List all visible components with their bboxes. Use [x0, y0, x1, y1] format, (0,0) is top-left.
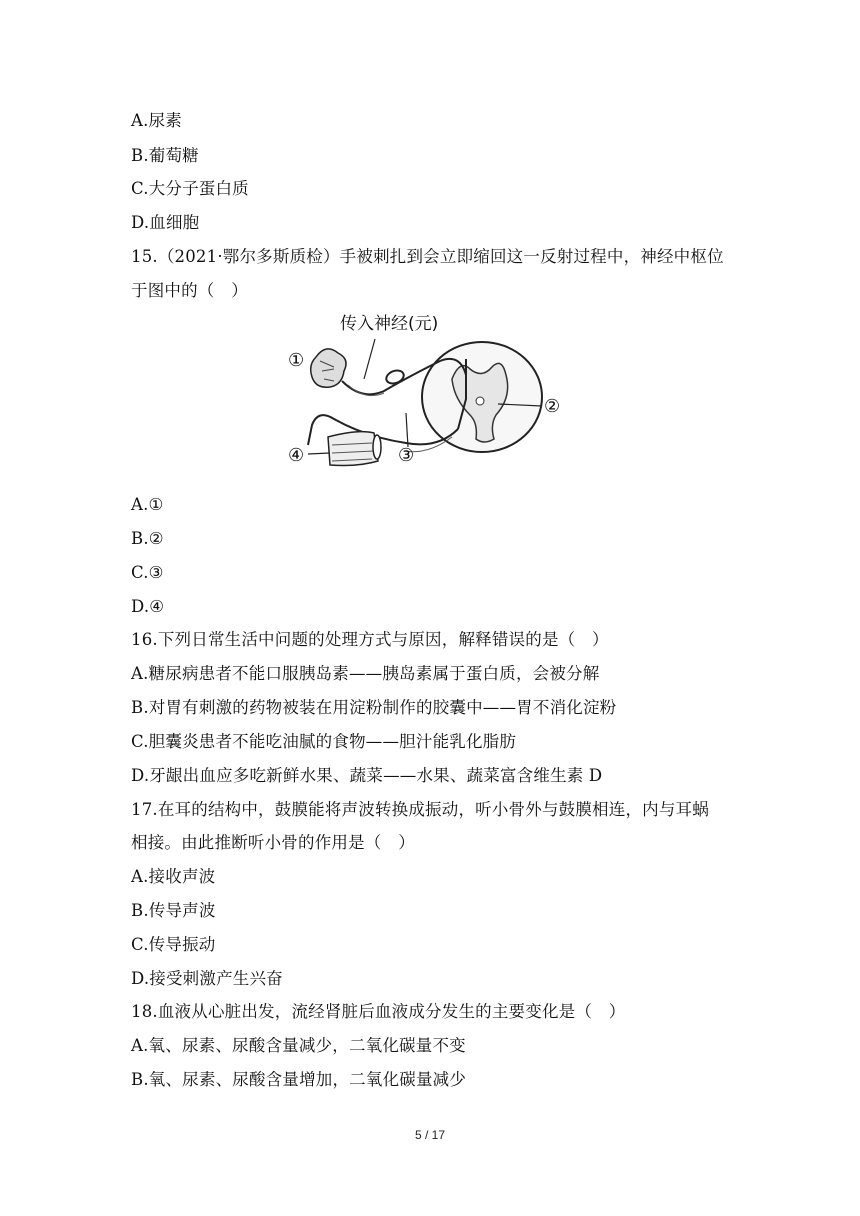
- option-c-protein: C.大分子蛋白质: [131, 179, 249, 198]
- question-17-line-1: 17.在耳的结构中，鼓膜能将声波转换成振动，听小骨外与鼓膜相连，内与耳蜗: [131, 800, 709, 819]
- question-18: 18.血液从心脏出发，流经肾脏后血液成分发生的主要变化是（ ）: [131, 1002, 626, 1021]
- label-3: ③: [398, 445, 415, 466]
- diagram-title: 传入神经(元): [340, 314, 439, 334]
- label-4: ④: [288, 445, 305, 466]
- question-15-line-2: 于图中的（ ）: [131, 281, 248, 300]
- label-2: ②: [544, 396, 561, 417]
- page-number: 5 / 17: [414, 1128, 446, 1142]
- question-17-option-a: A.接收声波: [131, 867, 216, 886]
- option-b-2: B.②: [131, 529, 164, 548]
- question-18-option-a: A.氧、尿素、尿酸含量减少，二氧化碳量不变: [131, 1036, 466, 1055]
- question-16-option-d: D.牙龈出血应多吃新鲜水果、蔬菜——水果、蔬菜富含维生素 D: [131, 766, 603, 785]
- question-17-option-d: D.接受刺激产生兴奋: [131, 969, 283, 988]
- question-17-option-b: B.传导声波: [131, 901, 216, 920]
- receptor-skin: [311, 349, 346, 387]
- question-16-option-a: A.糖尿病患者不能口服胰岛素——胰岛素属于蛋白质，会被分解: [131, 664, 600, 683]
- question-15-line-1: 15.（2021·鄂尔多斯质检）手被刺扎到会立即缩回这一反射过程中，神经中枢位: [131, 247, 724, 266]
- question-16: 16.下列日常生活中问题的处理方式与原因，解释错误的是（ ）: [131, 630, 609, 649]
- option-a-urea: A.尿素: [131, 111, 182, 130]
- reflex-arc-diagram: [280, 309, 580, 483]
- option-d-blood-cells: D.血细胞: [131, 213, 200, 232]
- question-18-option-b: B.氧、尿素、尿酸含量增加，二氧化碳量减少: [131, 1070, 467, 1089]
- option-c-3: C.③: [131, 563, 164, 582]
- option-d-4: D.④: [131, 597, 165, 616]
- question-16-option-b: B.对胃有刺激的药物被装在用淀粉制作的胶囊中——胃不消化淀粉: [131, 698, 617, 717]
- reflex-arc-svg: [280, 309, 580, 483]
- question-16-option-c: C.胆囊炎患者不能吃油腻的食物——胆汁能乳化脂肪: [131, 732, 517, 751]
- option-b-glucose: B.葡萄糖: [131, 146, 199, 165]
- question-17-line-2: 相接。由此推断听小骨的作用是（ ）: [131, 833, 415, 852]
- option-a-1: A.①: [131, 495, 164, 514]
- central-canal: [476, 397, 484, 405]
- ganglion: [384, 368, 405, 385]
- question-17-option-c: C.传导振动: [131, 935, 216, 954]
- label-1: ①: [288, 350, 305, 371]
